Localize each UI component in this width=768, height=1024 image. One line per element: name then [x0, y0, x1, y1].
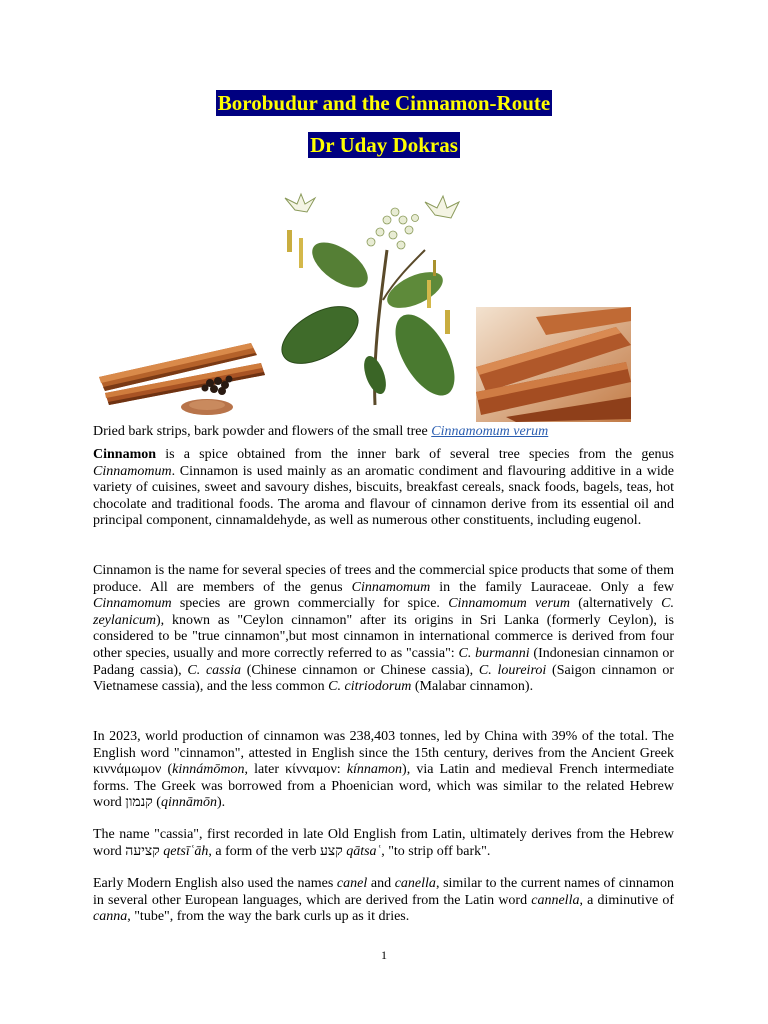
page-number: 1: [381, 948, 387, 962]
botanical-illustration-image: [275, 190, 470, 410]
paragraph-1: Cinnamon is a spice obtained from the inner bark of several tree species from the genus Cinnamomum. Cinnamon is used mainly as an aromatic condiment and flavouring additive in a wide variety of cuisines, sweet and savoury dishes, biscuits, breakfast cereals, snack foods, bagels, teas, hot chocolate and traditional foods. The aroma and flavour of cinnamon derive from its essential oil and principal component, cinnamaldehyde, as well as numerous other constituents, including eugenol.: [93, 447, 674, 529]
cinnamon-sticks-image: [95, 335, 270, 417]
paragraph-3: In 2023, world production of cinnamon was 238,403 tonnes, led by China with 39% of the total. The English word "cinnamon", attested in English since the 15th century, derives from the Ancient Greek κιννάμωμον (kinnámōmon, later κίνναμον: kínnamon), via Latin and medieval French intermediate forms. The Greek was borrowed from a Phoenician word, which was similar to the related Hebrew word קנמון (qinnāmōn).: [93, 729, 674, 811]
paragraph-4: The name "cassia", first recorded in late Old English from Latin, ultimately derives from the Hebrew word קציעה qetsīʿāh, a form of the verb קצע qātsaʿ, "to strip off bark".: [93, 827, 674, 859]
paragraph-2: Cinnamon is the name for several species of trees and the commercial spice products that some of them produce. All are members of the genus Cinnamomum in the family Lauraceae. Only a few Cinnamomum species are grown commercially for spice. Cinnamomum verum (alternatively C. zeylanicum), known as "Ceylon cinnamon" after its origins in Sri Lanka (formerly Ceylon), is considered to be "true cinnamon",but most cinnamon in international commerce is derived from four other species, usually and more correctly referred to as "cassia": C. burmanni (Indonesian cinnamon or Padang cassia), C. cassia (Chinese cinnamon or Chinese cassia), C. loureiroi (Saigon cinnamon or Vietnamese cassia), and the less common C. citriodorum (Malabar cinnamon).: [93, 563, 675, 695]
author-name: Dr Uday Dokras: [310, 133, 458, 157]
species-link[interactable]: Cinnamomum verum: [431, 424, 549, 439]
document-title: Borobudur and the Cinnamon-Route: [217, 91, 551, 115]
cinnamon-bark-photo: [476, 307, 631, 422]
title-block: [0, 90, 768, 116]
author-block: [0, 132, 768, 158]
paragraph-5: Early Modern English also used the names canel and canella, similar to the current names of cinnamon in several other European languages, which are derived from the Latin word cannella, a diminutive of canna, "tube", from the way the bark curls up as it dries.: [93, 876, 674, 925]
image-caption: Dried bark strips, bark powder and flowers of the small tree Cinnamomum verum: [93, 424, 549, 439]
